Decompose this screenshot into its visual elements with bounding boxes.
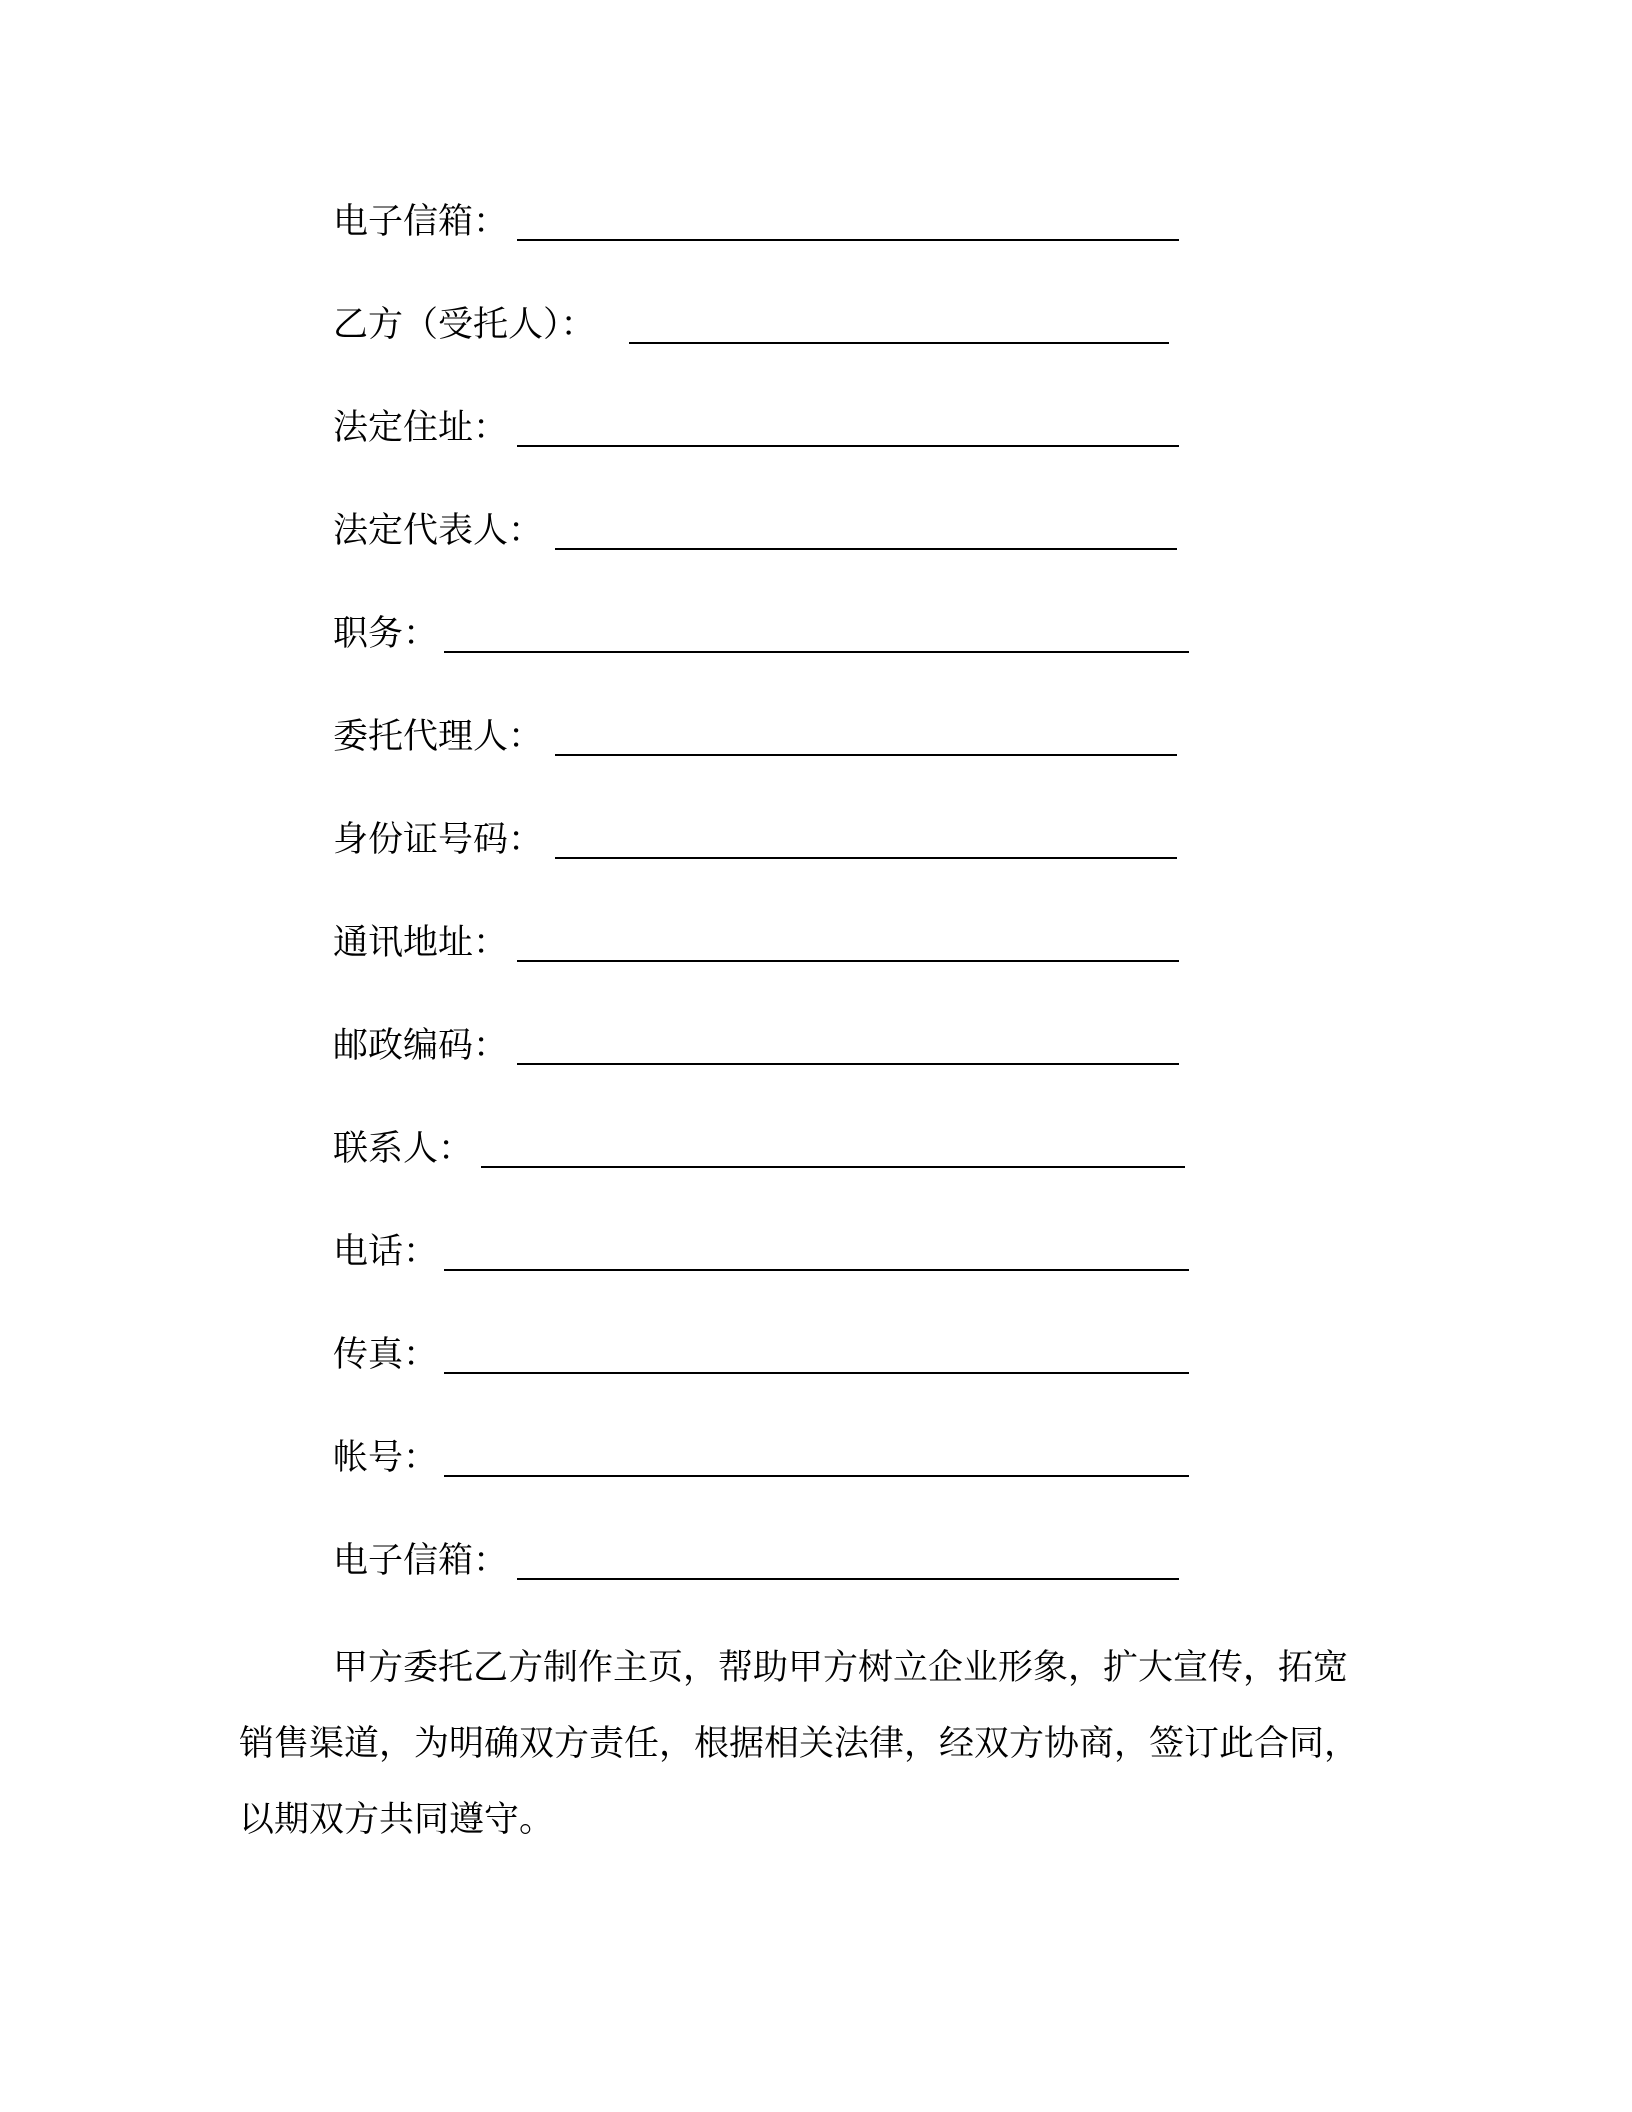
id-number-field bbox=[333, 810, 543, 870]
field-label: 法定住址： bbox=[333, 408, 509, 448]
field-label: 电子信箱： bbox=[333, 202, 509, 242]
fill-in-blank[interactable] bbox=[517, 1016, 1179, 1065]
fill-in-blank[interactable] bbox=[517, 913, 1179, 962]
field-label: 联系人： bbox=[333, 1129, 474, 1169]
legal-representative-field bbox=[333, 501, 543, 561]
postal-code-field bbox=[333, 1016, 508, 1076]
field-label: 邮政编码： bbox=[333, 1026, 509, 1066]
fill-in-blank[interactable] bbox=[629, 295, 1169, 344]
phone-field bbox=[333, 1222, 438, 1282]
contract-purpose-paragraph: 甲方委托乙方制作主页，帮助甲方树立企业形象，扩大宣传，拓宽销售渠道，为明确双方责任，根据相关法律，经双方协商，签订此合同，以期双方共同遵守。 bbox=[239, 1648, 1360, 1840]
field-label: 电子信箱： bbox=[333, 1541, 509, 1581]
party-b-trustee-field bbox=[333, 295, 596, 355]
position-field bbox=[333, 604, 438, 664]
legal-address-field bbox=[333, 398, 508, 458]
field-label: 通讯地址： bbox=[333, 923, 509, 963]
field-label: 法定代表人： bbox=[333, 511, 544, 551]
fill-in-blank[interactable] bbox=[444, 1428, 1189, 1477]
field-label: 职务： bbox=[333, 614, 439, 654]
fill-in-blank[interactable] bbox=[517, 192, 1179, 241]
field-label: 电话： bbox=[333, 1232, 439, 1272]
fax-field bbox=[333, 1325, 438, 1385]
field-label: 委托代理人： bbox=[333, 717, 544, 757]
fill-in-blank[interactable] bbox=[517, 398, 1179, 447]
field-label: 传真： bbox=[333, 1335, 439, 1375]
fill-in-blank[interactable] bbox=[555, 501, 1177, 550]
field-label: 身份证号码： bbox=[333, 820, 544, 860]
fill-in-blank[interactable] bbox=[444, 1325, 1189, 1374]
fill-in-blank[interactable] bbox=[444, 604, 1189, 653]
party-a-email-field bbox=[333, 192, 508, 252]
authorized-agent-field bbox=[333, 707, 543, 767]
fill-in-blank[interactable] bbox=[517, 1531, 1179, 1580]
fill-in-blank[interactable] bbox=[481, 1119, 1185, 1168]
fill-in-blank[interactable] bbox=[555, 707, 1177, 756]
account-number-field bbox=[333, 1428, 438, 1488]
party-b-email-field bbox=[333, 1531, 508, 1591]
fill-in-blank[interactable] bbox=[444, 1222, 1189, 1271]
contact-person-field bbox=[333, 1119, 473, 1179]
mailing-address-field bbox=[333, 913, 508, 973]
fill-in-blank[interactable] bbox=[555, 810, 1177, 859]
field-label: 乙方（受托人）： bbox=[333, 305, 596, 345]
field-label: 帐号： bbox=[333, 1438, 439, 1478]
